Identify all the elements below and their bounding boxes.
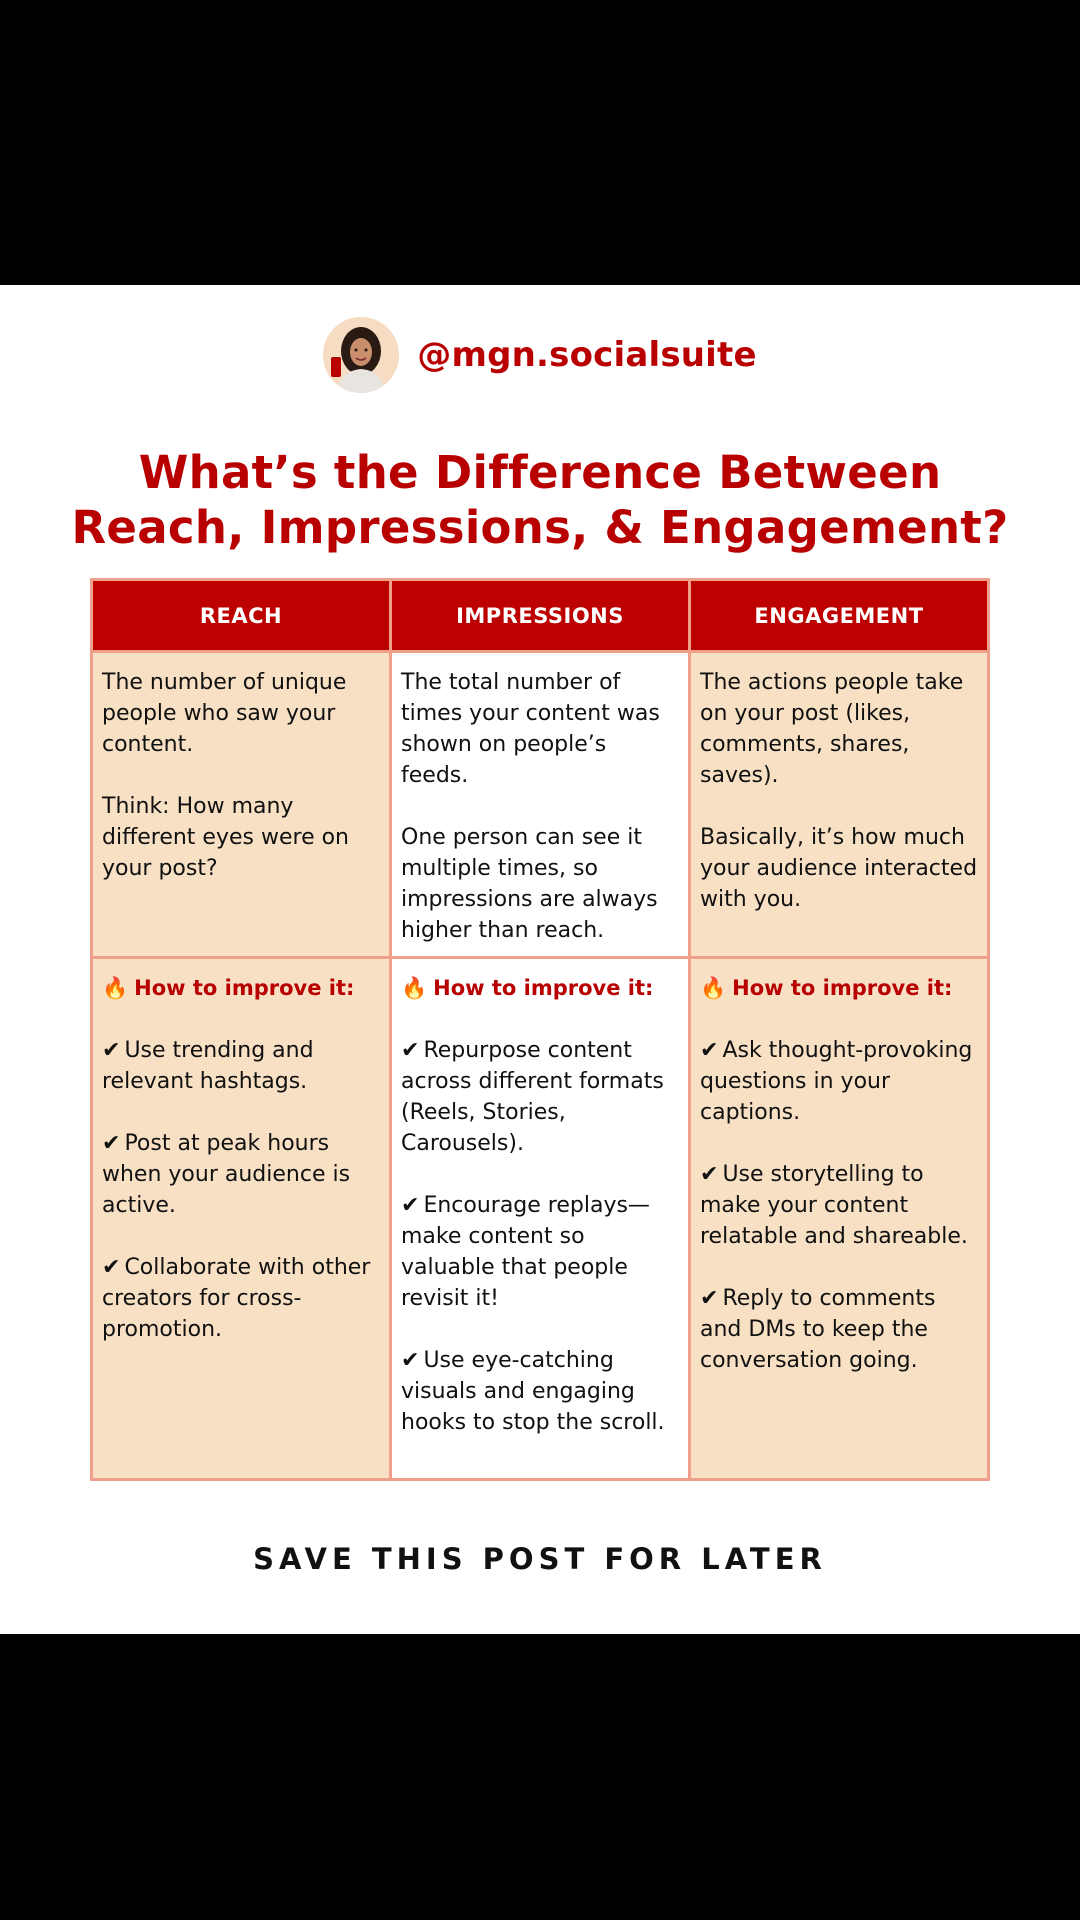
- check-icon: ✔: [700, 1162, 719, 1187]
- reach-definition: The number of unique people who saw your content.: [102, 670, 347, 757]
- check-icon: ✔: [401, 1038, 420, 1063]
- check-icon: ✔: [401, 1193, 420, 1218]
- list-item: ✔ Use eye-catching visuals and engaging hooks to stop the scroll.: [401, 1348, 665, 1435]
- list-item: ✔ Collaborate with other creators for cross-promotion.: [102, 1255, 371, 1342]
- reach-tips-cell: [92, 958, 391, 1480]
- header-engagement: ENGAGEMENT: [690, 580, 989, 652]
- list-item: ✔ Encourage replays—make content so valuable that people revisit it!: [401, 1193, 650, 1311]
- check-icon: ✔: [102, 1038, 121, 1063]
- list-item: ✔ Repurpose content across different formats (Reels, Stories, Carousels).: [401, 1038, 664, 1156]
- check-icon: ✔: [102, 1255, 121, 1280]
- bottom-letterbox: [0, 1634, 1080, 1920]
- list-item: ✔ Reply to comments and DMs to keep the conversation going.: [700, 1286, 936, 1373]
- infographic-card: [0, 285, 1080, 1634]
- list-item: ✔ Use trending and relevant hashtags.: [102, 1038, 314, 1094]
- engagement-tips-cell: [690, 958, 989, 1480]
- title-line-2: Reach, Impressions, & Engagement?: [71, 501, 1009, 554]
- engagement-note: Basically, it’s how much your audience interacted with you.: [700, 825, 978, 912]
- header-reach: REACH: [92, 580, 391, 652]
- woman-holding-phone-avatar-icon: [323, 317, 399, 393]
- list-item: ✔ Use storytelling to make your content relatable and shareable.: [700, 1162, 968, 1249]
- table-header-row: [92, 580, 989, 652]
- definition-row: [92, 652, 989, 958]
- impressions-definition-cell: [391, 652, 690, 958]
- impressions-note: One person can see it multiple times, so impressions are always higher than reach.: [401, 825, 658, 943]
- improve-label: How to improve it:: [433, 976, 654, 1000]
- check-icon: ✔: [700, 1286, 719, 1311]
- fire-icon: 🔥: [700, 976, 727, 1000]
- profile-header: [0, 317, 1080, 393]
- impressions-definition: The total number of times your content was shown on people’s feeds.: [401, 670, 660, 788]
- tips-row: [92, 958, 989, 1480]
- reach-improve-heading: [102, 973, 380, 1004]
- title-line-1: What’s the Difference Between: [138, 446, 942, 499]
- comparison-table: [90, 578, 990, 1481]
- avatar: [323, 317, 399, 393]
- check-icon: ✔: [102, 1131, 121, 1156]
- fire-icon: 🔥: [102, 976, 129, 1000]
- save-post-cta: SAVE THIS POST FOR LATER: [253, 1542, 827, 1576]
- impressions-tips-cell: [391, 958, 690, 1480]
- page-title: [0, 445, 1080, 555]
- top-letterbox: [0, 0, 1080, 285]
- engagement-definition-cell: [690, 652, 989, 958]
- header-impressions: IMPRESSIONS: [391, 580, 690, 652]
- list-item: ✔ Ask thought-provoking questions in your captions.: [700, 1038, 973, 1125]
- check-icon: ✔: [700, 1038, 719, 1063]
- reach-think: Think: How many different eyes were on your post?: [102, 794, 349, 881]
- improve-label: How to improve it:: [134, 976, 355, 1000]
- improve-label: How to improve it:: [732, 976, 953, 1000]
- impressions-improve-heading: [401, 973, 679, 1004]
- check-icon: ✔: [401, 1348, 420, 1373]
- fire-icon: 🔥: [401, 976, 428, 1000]
- engagement-improve-heading: [700, 973, 978, 1004]
- engagement-definition: The actions people take on your post (likes, comments, shares, saves).: [700, 670, 964, 788]
- reach-definition-cell: [92, 652, 391, 958]
- profile-handle[interactable]: @mgn.socialsuite: [417, 335, 757, 375]
- list-item: ✔ Post at peak hours when your audience is active.: [102, 1131, 351, 1218]
